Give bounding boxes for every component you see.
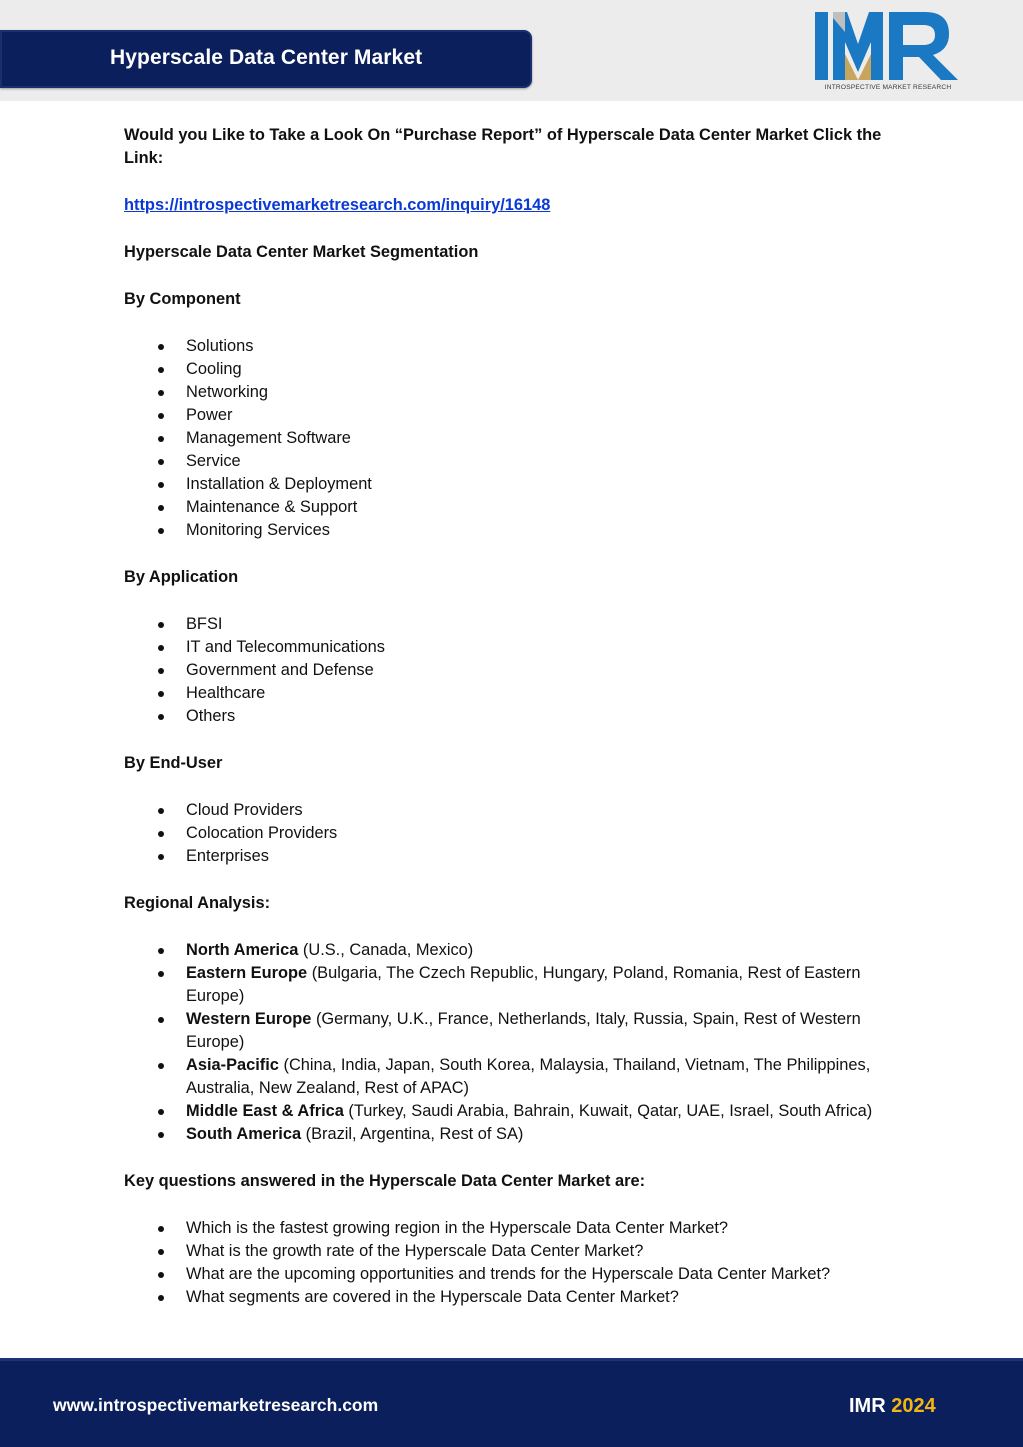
bullet-icon	[158, 367, 164, 373]
link-block	[124, 194, 914, 217]
bullet-icon	[158, 1295, 164, 1301]
list-item-text: Management Software	[186, 429, 351, 447]
segmentation-block	[124, 241, 914, 264]
list-item-text: Power	[186, 406, 233, 424]
bullet-icon	[158, 622, 164, 628]
bullet-icon	[158, 482, 164, 488]
bullet-icon	[158, 1249, 164, 1255]
list-item	[124, 473, 914, 496]
region-name: Middle East & Africa	[186, 1102, 344, 1120]
list-item	[124, 636, 914, 659]
list-item-text: Installation & Deployment	[186, 475, 372, 493]
list-item-text: IT and Telecommunications	[186, 638, 385, 656]
list-item	[124, 822, 914, 845]
list-item-text: Solutions	[186, 337, 254, 355]
list-item	[124, 519, 914, 542]
region-name: Western Europe	[186, 1010, 312, 1028]
regional-heading-block	[124, 892, 914, 915]
application-list	[124, 613, 914, 728]
bullet-icon	[158, 668, 164, 674]
region-name: Eastern Europe	[186, 964, 308, 982]
bullet-icon	[158, 1132, 164, 1138]
list-item-text: Cloud Providers	[186, 801, 303, 819]
list-item	[124, 1286, 914, 1309]
region-detail: (China, India, Japan, South Korea, Malaysia, Thailand, Vietnam, The Philippines, Australia, New Zealand, Rest of APAC)	[186, 1056, 871, 1097]
bullet-icon	[158, 971, 164, 977]
list-item-text: What is the growth rate of the Hyperscale Data Center Market?	[186, 1242, 644, 1260]
list-item	[124, 1240, 914, 1263]
header-band	[0, 0, 1023, 101]
list-item-text: Others	[186, 707, 236, 725]
region-detail: (U.S., Canada, Mexico)	[298, 941, 474, 959]
region-detail: (Brazil, Argentina, Rest of SA)	[301, 1125, 524, 1143]
by-end-user-heading: By End-User	[124, 754, 223, 772]
footer-brand	[849, 1395, 936, 1418]
list-item-text: What are the upcoming opportunities and trends for the Hyperscale Data Center Market?	[186, 1265, 831, 1283]
imr-logo	[815, 10, 961, 96]
application-heading-block	[124, 566, 914, 589]
page-title: Hyperscale Data Center Market	[110, 46, 423, 69]
regional-list	[124, 939, 914, 1146]
component-list	[124, 335, 914, 542]
key-questions-heading-block	[124, 1170, 914, 1193]
inquiry-link[interactable]: https://introspectivemarketresearch.com/inquiry/16148	[124, 196, 551, 214]
list-item-text: What segments are covered in the Hyperscale Data Center Market?	[186, 1288, 679, 1306]
list-item	[124, 1217, 914, 1240]
list-item-text: Government and Defense	[186, 661, 374, 679]
bullet-icon	[158, 831, 164, 837]
by-component-heading: By Component	[124, 290, 241, 308]
list-item-text: Healthcare	[186, 684, 266, 702]
region-name: South America	[186, 1125, 302, 1143]
by-application-heading: By Application	[124, 568, 239, 586]
bullet-icon	[158, 1109, 164, 1115]
list-item	[124, 705, 914, 728]
list-item-text: BFSI	[186, 615, 223, 633]
end-user-heading-block	[124, 752, 914, 775]
list-item-text: Enterprises	[186, 847, 269, 865]
bullet-icon	[158, 390, 164, 396]
imr-logo-mark	[815, 10, 961, 82]
list-item	[124, 659, 914, 682]
list-item	[124, 613, 914, 636]
bullet-icon	[158, 691, 164, 697]
region-detail: (Bulgaria, The Czech Republic, Hungary, Poland, Romania, Rest of Eastern Europe)	[186, 964, 861, 1005]
intro-block	[124, 124, 914, 170]
bullet-icon	[158, 505, 164, 511]
logo-subtitle: INTROSPECTIVE MARKET RESEARCH	[824, 84, 952, 91]
footer-year: 2024	[891, 1395, 936, 1417]
region-name: North America	[186, 941, 299, 959]
list-item	[124, 1100, 914, 1123]
footer-bar	[0, 1358, 1023, 1447]
regional-analysis-heading: Regional Analysis:	[124, 894, 271, 912]
segmentation-title: Hyperscale Data Center Market Segmentation	[124, 243, 479, 261]
list-item-text: Networking	[186, 383, 268, 401]
bullet-icon	[158, 1017, 164, 1023]
bullet-icon	[158, 948, 164, 954]
bullet-icon	[158, 436, 164, 442]
list-item-text: Monitoring Services	[186, 521, 330, 539]
list-item	[124, 1263, 914, 1286]
list-item	[124, 335, 914, 358]
bullet-icon	[158, 1272, 164, 1278]
list-item	[124, 962, 914, 1008]
bullet-icon	[158, 854, 164, 860]
list-item	[124, 939, 914, 962]
bullet-icon	[158, 413, 164, 419]
bullet-icon	[158, 714, 164, 720]
list-item	[124, 427, 914, 450]
end-user-list	[124, 799, 914, 868]
list-item	[124, 845, 914, 868]
website-link[interactable]: www.introspectivemarketresearch.com	[53, 1395, 379, 1415]
list-item	[124, 381, 914, 404]
region-name: Asia-Pacific	[186, 1056, 279, 1074]
bullet-icon	[158, 344, 164, 350]
list-item	[124, 1008, 914, 1054]
list-item-text: Maintenance & Support	[186, 498, 358, 516]
list-item-text: Which is the fastest growing region in the Hyperscale Data Center Market?	[186, 1219, 729, 1237]
list-item-text: Service	[186, 452, 241, 470]
key-questions-list	[124, 1217, 914, 1309]
component-heading-block	[124, 288, 914, 311]
bullet-icon	[158, 645, 164, 651]
purchase-prompt: Would you Like to Take a Look On “Purchase Report” of Hyperscale Data Center Market Click the Link:	[124, 126, 882, 167]
list-item	[124, 358, 914, 381]
list-item	[124, 1054, 914, 1100]
main-content	[124, 124, 914, 1309]
list-item	[124, 450, 914, 473]
list-item-text: Cooling	[186, 360, 242, 378]
bullet-icon	[158, 1226, 164, 1232]
list-item	[124, 404, 914, 427]
list-item	[124, 1123, 914, 1146]
region-detail: (Germany, U.K., France, Netherlands, Italy, Russia, Spain, Rest of Western Europe)	[186, 1010, 861, 1051]
list-item	[124, 682, 914, 705]
bullet-icon	[158, 1063, 164, 1069]
list-item-text: Colocation Providers	[186, 824, 338, 842]
footer-brand-name: IMR	[849, 1395, 886, 1417]
bullet-icon	[158, 459, 164, 465]
bullet-icon	[158, 808, 164, 814]
region-detail: (Turkey, Saudi Arabia, Bahrain, Kuwait, Qatar, UAE, Israel, South Africa)	[343, 1102, 873, 1120]
title-banner	[0, 30, 532, 88]
list-item	[124, 799, 914, 822]
list-item	[124, 496, 914, 519]
bullet-icon	[158, 528, 164, 534]
key-questions-heading: Key questions answered in the Hyperscale Data Center Market are:	[124, 1172, 646, 1190]
